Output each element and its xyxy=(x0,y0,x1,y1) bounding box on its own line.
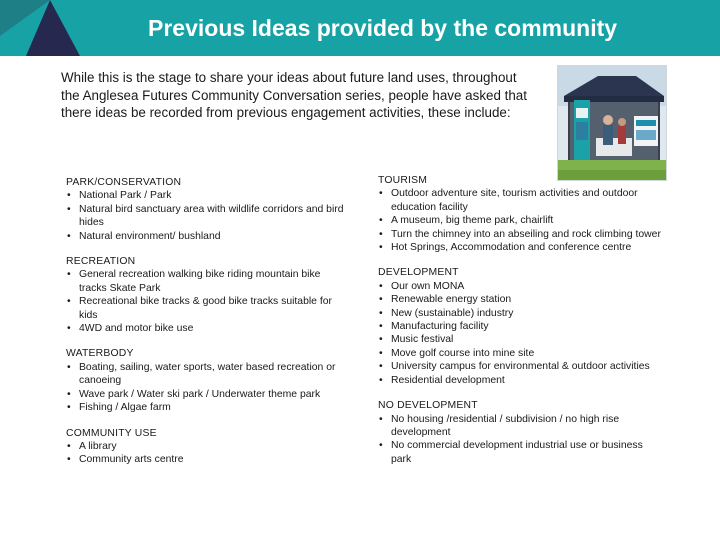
list-item: • Natural bird sanctuary area with wildlife corridors and bird hides xyxy=(66,203,348,230)
list-item: • Music festival xyxy=(378,333,663,346)
bullet-list xyxy=(378,280,663,387)
list-item: • University campus for environmental & outdoor activities xyxy=(378,360,663,373)
list-item: • No commercial development industrial use or business park xyxy=(378,439,663,466)
list-item: • 4WD and motor bike use xyxy=(66,322,348,335)
bullet-list xyxy=(66,440,348,467)
bullet-list xyxy=(378,187,663,254)
list-item: • Residential development xyxy=(378,374,663,387)
bullet-list xyxy=(66,268,348,335)
community-stall-photo xyxy=(557,65,667,181)
list-item: • No housing /residential / subdivision / no high rise development xyxy=(378,413,663,440)
page-title: Previous Ideas provided by the community xyxy=(148,15,618,41)
left-column xyxy=(66,176,348,479)
list-item: • Outdoor adventure site, tourism activities and outdoor education facility xyxy=(378,187,663,214)
intro-paragraph: While this is the stage to share your ideas about future land uses, throughout the Anglesea Futures Community Conversation series, people have asked that there ideas be recorded from previous engagement activities, these include: xyxy=(61,70,527,120)
section-park-conservation xyxy=(66,176,348,243)
list-item: • A museum, big theme park, chairlift xyxy=(378,214,663,227)
header-bar xyxy=(0,0,720,56)
list-item: • A library xyxy=(66,440,348,453)
list-item: • Recreational bike tracks & good bike tracks suitable for kids xyxy=(66,295,348,322)
header-triangles-logo xyxy=(0,0,90,56)
list-item: • National Park / Park xyxy=(66,189,348,202)
list-item: • Natural environment/ bushland xyxy=(66,230,348,243)
list-item: • Move golf course into mine site xyxy=(378,347,663,360)
section-heading: RECREATION xyxy=(66,256,136,268)
list-item: • Turn the chimney into an abseiling and rock climbing tower xyxy=(378,228,663,241)
section-development xyxy=(378,266,663,387)
right-column xyxy=(378,174,663,478)
section-heading: NO DEVELOPMENT xyxy=(378,400,478,412)
section-heading: COMMUNITY USE xyxy=(66,427,157,439)
section-heading: DEVELOPMENT xyxy=(378,267,459,279)
list-item: • Hot Springs, Accommodation and conference centre xyxy=(378,241,663,254)
list-item: • Our own MONA xyxy=(378,280,663,293)
section-heading: PARK/CONSERVATION xyxy=(66,177,182,188)
list-item: • Community arts centre xyxy=(66,453,348,466)
section-waterbody xyxy=(66,347,348,414)
list-item: • Wave park / Water ski park / Underwater theme park xyxy=(66,388,348,401)
list-item: • Manufacturing facility xyxy=(378,320,663,333)
section-no-development xyxy=(378,399,663,466)
section-community-use xyxy=(66,427,348,467)
bullet-list xyxy=(378,413,663,467)
section-heading: WATERBODY xyxy=(66,348,134,360)
section-tourism xyxy=(378,174,663,254)
list-item: • Boating, sailing, water sports, water based recreation or canoeing xyxy=(66,361,348,388)
bullet-list xyxy=(66,361,348,415)
bullet-list xyxy=(66,189,348,243)
section-recreation xyxy=(66,255,348,335)
section-heading: TOURISM xyxy=(378,175,428,186)
list-item: • New (sustainable) industry xyxy=(378,307,663,320)
list-item: • Fishing / Algae farm xyxy=(66,401,348,414)
list-item: • General recreation walking bike riding mountain bike tracks Skate Park xyxy=(66,268,348,295)
list-item: • Renewable energy station xyxy=(378,293,663,306)
